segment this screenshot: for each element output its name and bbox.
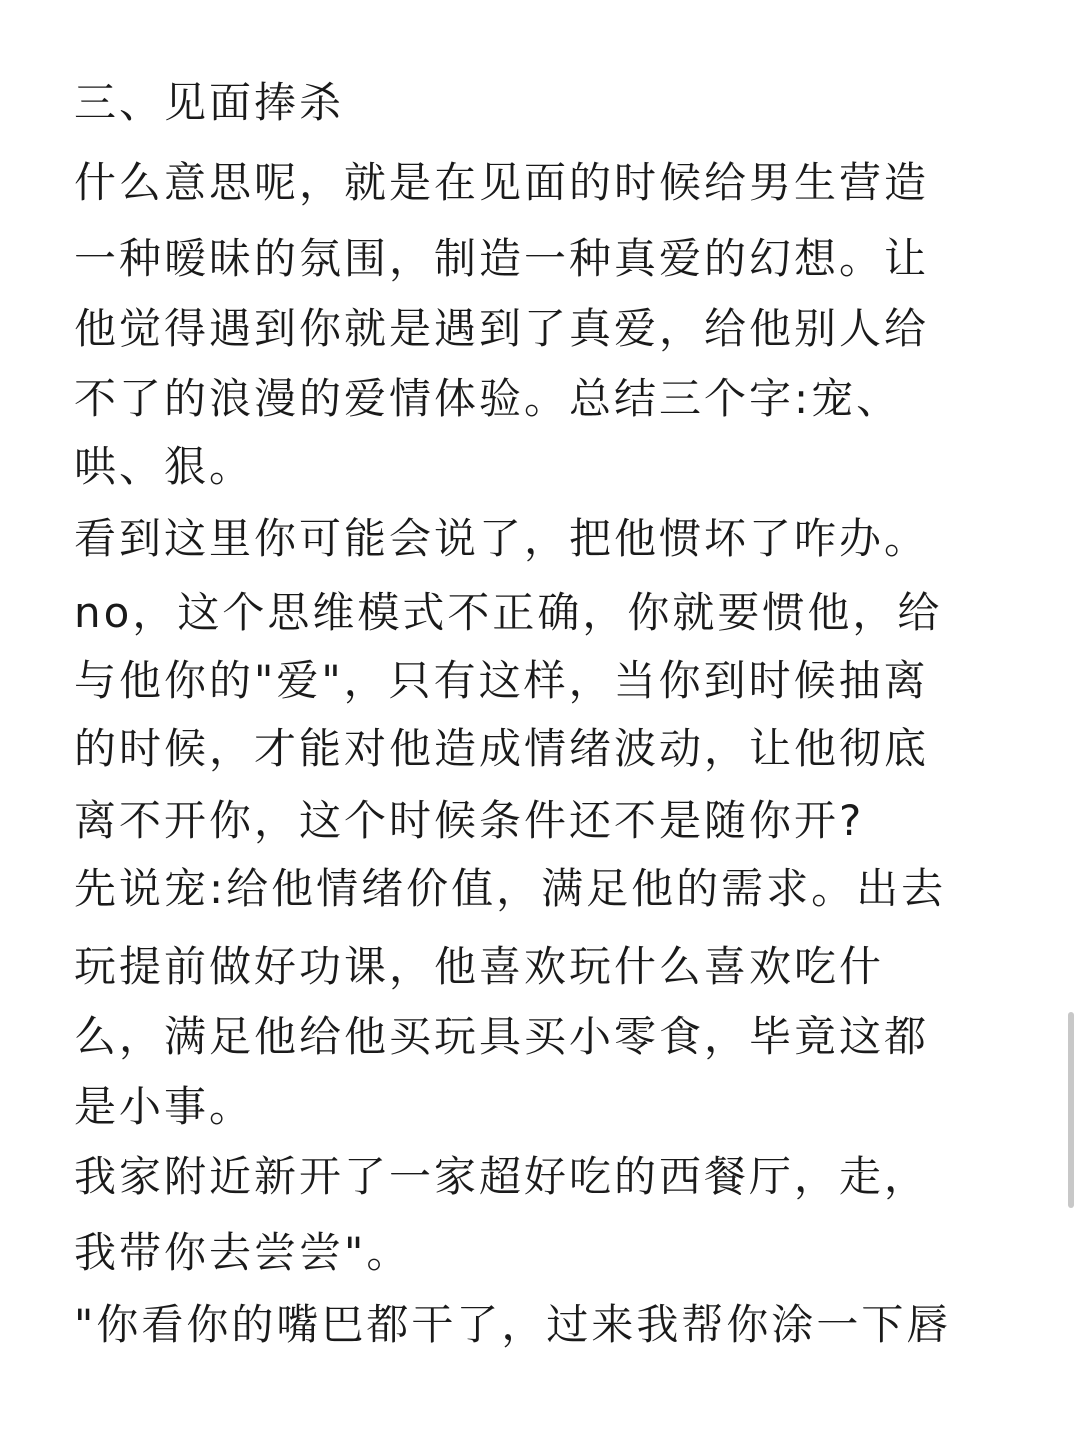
text-line: 我家附近新开了一家超好吃的西餐厅，走， bbox=[74, 1152, 930, 1201]
text-line: no，这个思维模式不正确，你就要惯他，给 bbox=[74, 588, 943, 637]
text-line: 看到这里你可能会说了，把他惯坏了咋办。 bbox=[74, 514, 930, 563]
text-line: 一种暧昧的氛围，制造一种真爱的幻想。让 bbox=[74, 234, 930, 283]
scrollbar-thumb[interactable] bbox=[1068, 1012, 1074, 1208]
text-line: 我带你去尝尝"。 bbox=[74, 1228, 412, 1277]
text-line: 与他你的"爱"，只有这样，当你到时候抽离 bbox=[74, 656, 929, 705]
text-line: 哄、狠。 bbox=[74, 442, 255, 491]
text-line: 不了的浪漫的爱情体验。总结三个字:宠、 bbox=[74, 374, 902, 423]
text-line: 什么意思呢，就是在见面的时候给男生营造 bbox=[74, 158, 930, 207]
text-line: 的时候，才能对他造成情绪波动，让他彻底 bbox=[74, 724, 930, 773]
text-line: "你看你的嘴巴都干了，过来我帮你涂一下唇 bbox=[74, 1300, 952, 1349]
text-line: 玩提前做好功课，他喜欢玩什么喜欢吃什 bbox=[74, 942, 885, 991]
text-line: 先说宠:给他情绪价值，满足他的需求。出去 bbox=[74, 864, 947, 913]
section-heading: 三、见面捧杀 bbox=[74, 78, 345, 127]
text-line: 么，满足他给他买玩具买小零食，毕竟这都 bbox=[74, 1012, 930, 1061]
text-line: 他觉得遇到你就是遇到了真爱，给他别人给 bbox=[74, 304, 930, 353]
text-line: 离不开你，这个时候条件还不是随你开? bbox=[74, 796, 865, 845]
text-line: 是小事。 bbox=[74, 1082, 255, 1131]
